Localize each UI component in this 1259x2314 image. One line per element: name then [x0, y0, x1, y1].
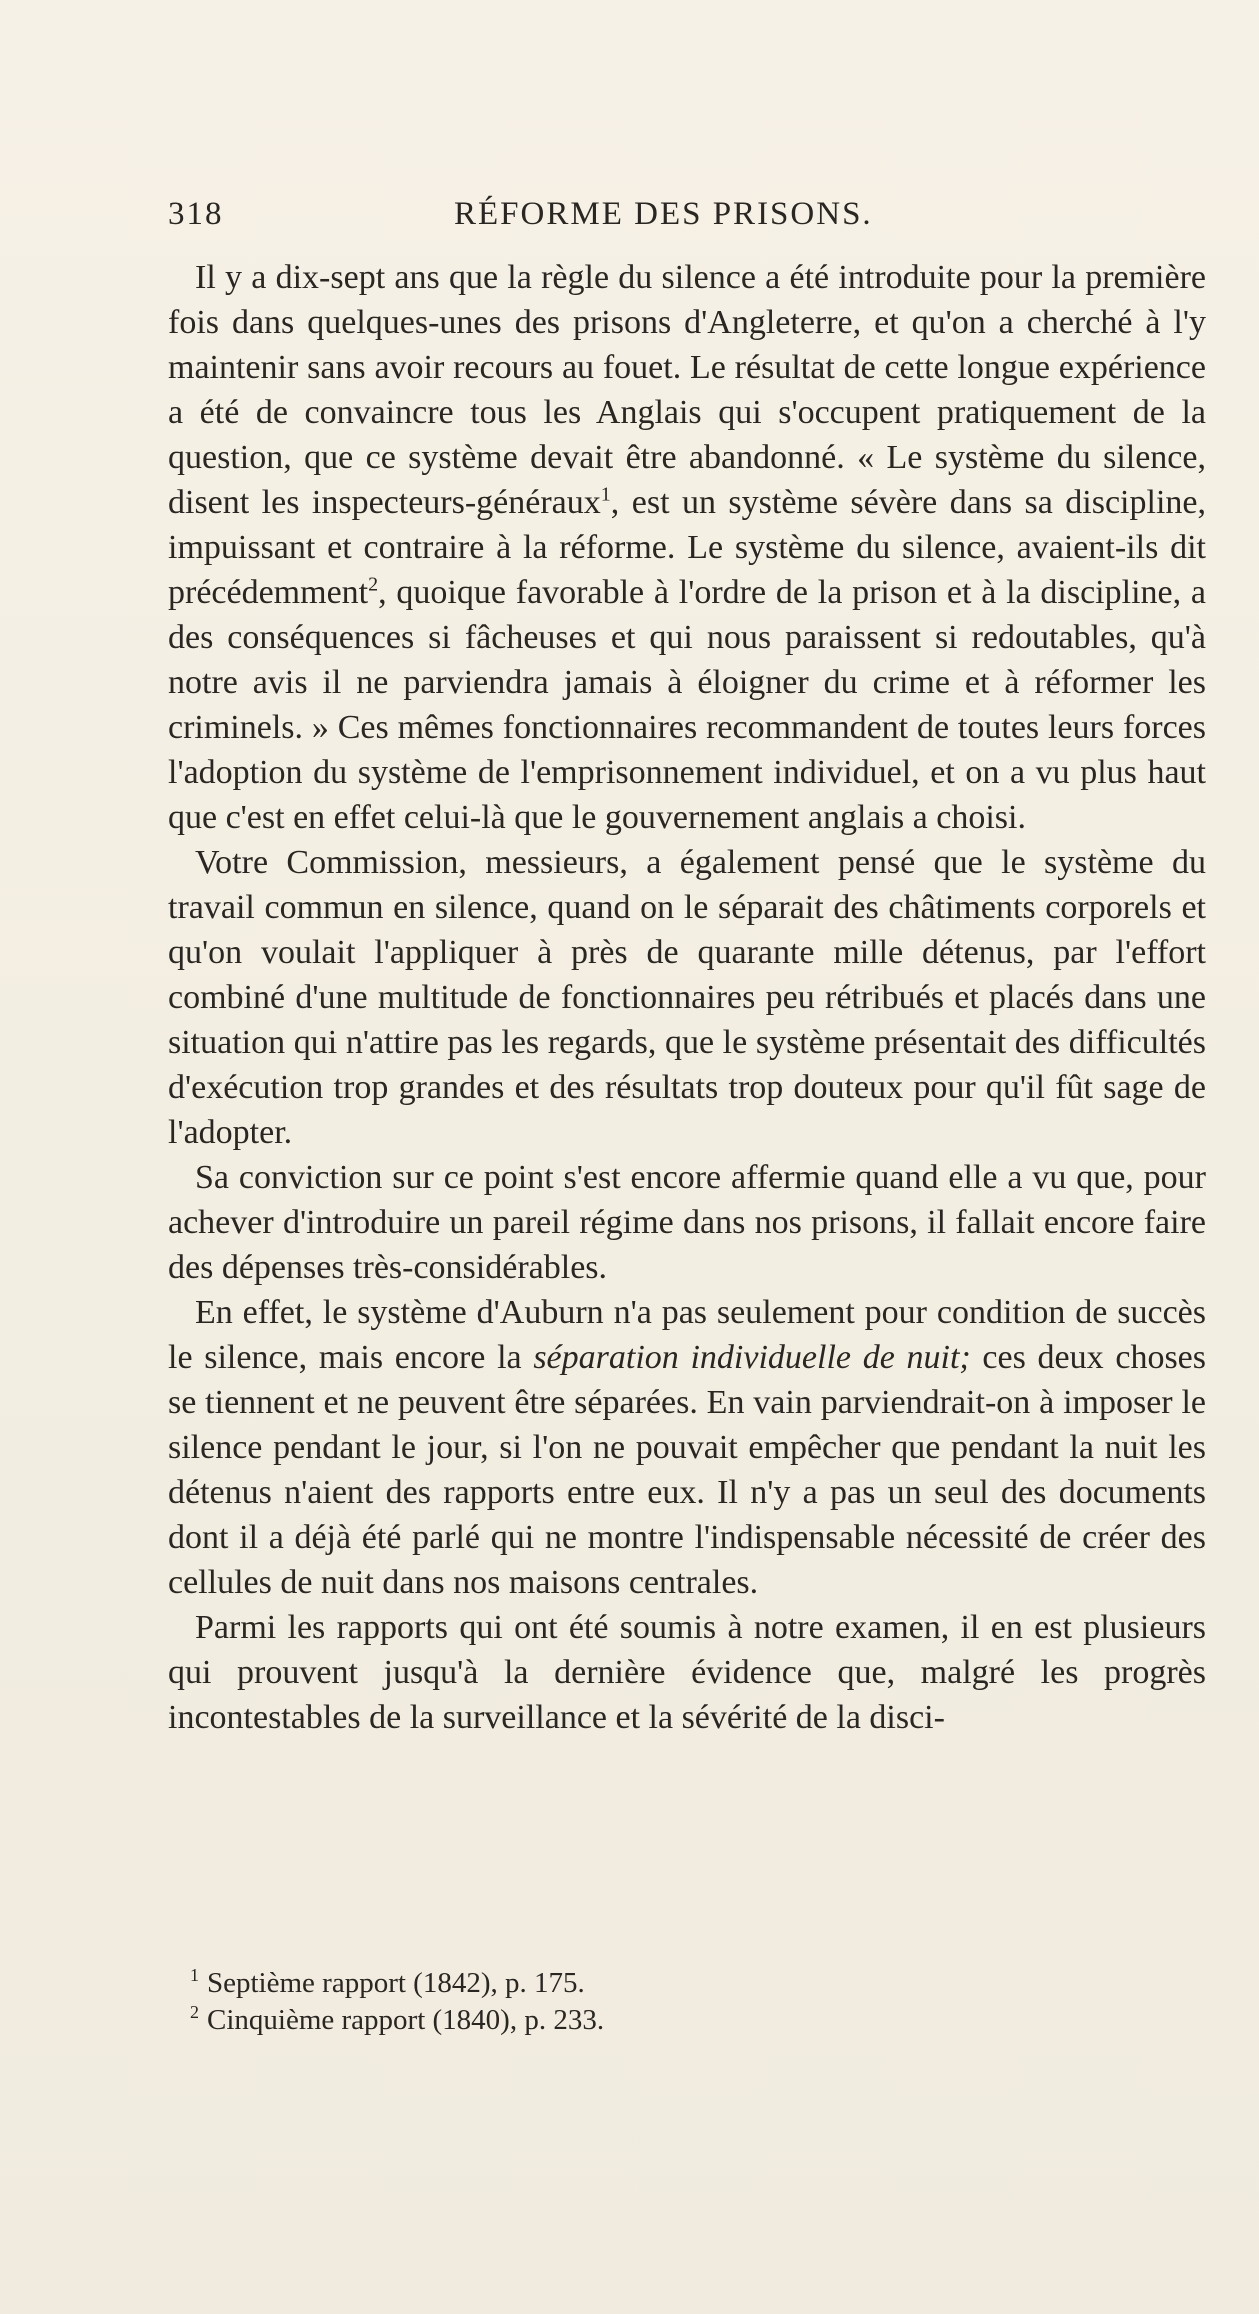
- paragraph-4-emphasis: séparation individuelle de nuit;: [533, 1339, 971, 1376]
- paragraph-2: Votre Commission, messieurs, a également pensé que le système du travail commun en silence, quand on le séparait des châtiments corporels et qu'on voulait l'appliquer à près de quarante mille détenus, par l'effort combiné d'une multitude de fonctionnaires peu rétribués et placés dans une situation qui n'attire pas les regards, que le système présentait des difficultés d'exécution trop grandes et des résultats trop douteux pour qu'il fût sage de l'adopter.: [168, 844, 1206, 1151]
- paragraph-4: [168, 1290, 1206, 1605]
- paragraph-4-part-1: En effet, le système d'Auburn n'a pas seulement pour condition de succès le silence, mais encore la: [168, 1294, 1206, 1376]
- paragraph-1-part-2: , est un système sévère dans sa discipline, impuissant et contraire à la réforme. Le système du silence, avaient-ils dit précédemment: [168, 484, 1206, 611]
- footnote-ref-2: 2: [368, 573, 379, 596]
- footnote-marker-1: 1: [190, 1965, 199, 1986]
- footnote-text-1: Septième rapport (1842), p. 175.: [207, 1967, 585, 1999]
- paragraph-4-part-2: ces deux choses se tiennent et ne peuvent être séparées. En vain parviendrait-on à imposer le silence pendant le jour, si l'on ne pouvait empêcher que pendant la nuit les détenus n'aient des rapports entre eux. Il n'y a pas un seul des documents dont il a déjà été parlé qui ne montre l'indispensable nécessité de créer des cellules de nuit dans nos maisons centrales.: [168, 1339, 1206, 1601]
- paragraph-5: Parmi les rapports qui ont été soumis à notre examen, il en est plusieurs qui prouvent jusqu'à la dernière évidence que, malgré les progrès incontestables de la surveillance et la sévérité de la disci-: [168, 1609, 1206, 1736]
- footnote-2: [190, 2002, 1090, 2039]
- paragraph-1: [168, 255, 1206, 840]
- page-number: 318: [168, 196, 224, 232]
- running-head: [168, 196, 1206, 240]
- running-title: RÉFORME DES PRISONS.: [454, 196, 873, 232]
- paragraph-3: Sa conviction sur ce point s'est encore affermie quand elle a vu que, pour achever d'introduire un pareil régime dans nos prisons, il fallait encore faire des dépenses très-considérables.: [168, 1159, 1206, 1286]
- footnote-1: [190, 1965, 1090, 2002]
- footnote-marker-2: 2: [190, 2002, 199, 2023]
- footnote-ref-1: 1: [600, 483, 611, 506]
- paragraph-1-part-3: , quoique favorable à l'ordre de la prison et à la discipline, a des conséquences si fâcheuses et qui nous paraissent si redoutables, qu'à notre avis il ne parviendra jamais à éloigner du crime et à réformer les criminels. » Ces mêmes fonctionnaires recommandent de toutes leurs forces l'adoption du système de l'emprisonnement individuel, et on a vu plus haut que c'est en effet celui-là que le gouvernement anglais a choisi.: [168, 574, 1206, 836]
- footnote-text-2: Cinquième rapport (1840), p. 233.: [207, 2004, 605, 2036]
- paragraph-1-part-1: Il y a dix-sept ans que la règle du silence a été introduite pour la première fois dans quelques-unes des prisons d'Angleterre, et qu'on a cherché à l'y maintenir sans avoir recours au fouet. Le résultat de cette longue expérience a été de convaincre tous les Anglais qui s'occupent pratiquement de la question, que ce système devait être abandonné. « Le système du silence, disent les inspecteurs-généraux: [168, 259, 1206, 521]
- body-text: [168, 255, 1206, 1740]
- footnotes: [190, 1965, 1090, 2039]
